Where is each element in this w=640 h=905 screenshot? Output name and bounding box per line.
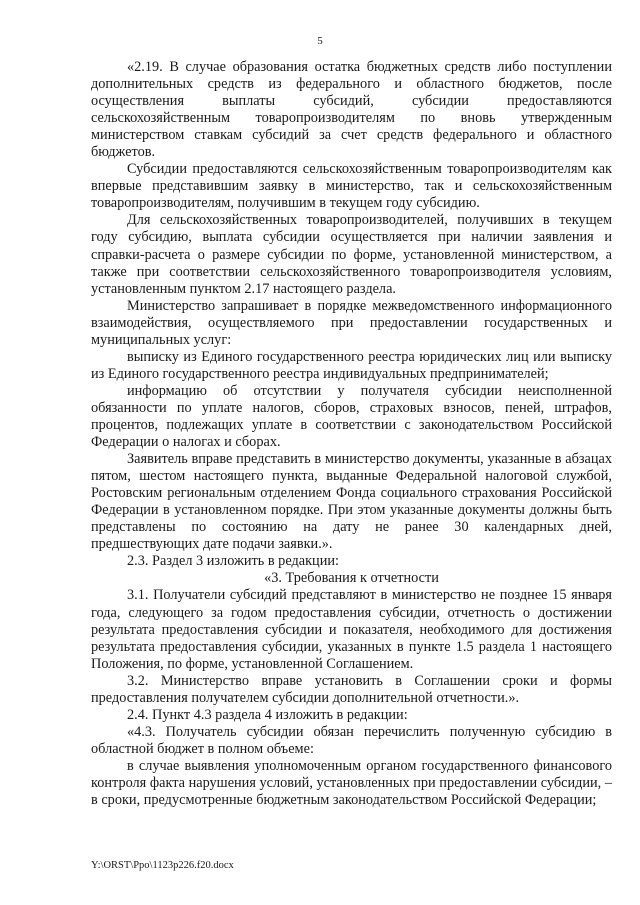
paragraph-2-3: 2.3. Раздел 3 изложить в редакции: bbox=[127, 553, 339, 570]
page-number: 5 bbox=[317, 35, 323, 47]
paragraph-ministry-requests: Министерство запрашивает в порядке межведомственного информационного взаимодействия, осуществляемого при предоставлении государственных и муниципальных услуг: bbox=[91, 297, 612, 348]
section-3-heading: «3. Требования к отчетности bbox=[264, 570, 439, 587]
paragraph-4-3: «4.3. Получатель субсидии обязан перечислить полученную субсидию в областной бюджет в полном объеме: bbox=[91, 723, 612, 757]
document-body bbox=[91, 59, 612, 809]
paragraph-2-4: 2.4. Пункт 4.3 раздела 4 изложить в редакции: bbox=[127, 706, 408, 723]
paragraph-violation-case: в случае выявления уполномоченным органом государственного финансового контроля факта нарушения условий, установленных при предоставлении субсидии, – в сроки, предусмотренные бюджетным законодательством Российской Федерации; bbox=[91, 757, 612, 809]
paragraph-applicant-rights: Заявитель вправе представить в министерство документы, указанные в абзацах пятом, шестом настоящего пункта, выданные Федеральной налоговой службой, Ростовским региональным отделением Фонда социального страхования Российской Федерации в установленном порядке. При этом указанные документы должны быть представлены по состоянию на дату не ранее 30 календарных дней, предшествующих дате подачи заявки.». bbox=[91, 451, 612, 553]
paragraph-subsidy-recipients: Субсидии предоставляются сельскохозяйственным товаропроизводителям как впервые представившим заявку в министерство, так и сельскохозяйственным товаропроизводителям, получившим в текущем году субсидию. bbox=[91, 161, 612, 212]
paragraph-current-year-recipients: Для сельскохозяйственных товаропроизводителей, получивших в текущем году субсидию, выплата субсидии осуществляется при наличии заявления и справки-расчета о размере субсидии по форме, установленной министерством, а также при соответствии сельскохозяйственного товаропроизводителя условиям, установленным пунктом 2.17 настоящего раздела. bbox=[91, 212, 612, 297]
paragraph-tax-info: информацию об отсутствии у получателя субсидии неисполненной обязанности по уплате налогов, сборов, страховых взносов, пеней, штрафов, процентов, подлежащих уплате в соответствии с законодательством Российской Федерации о налогах и сборах. bbox=[91, 382, 612, 451]
paragraph-3-2: 3.2. Министерство вправе установить в Соглашении сроки и формы предоставления получателем субсидии дополнительной отчетности.». bbox=[91, 672, 612, 706]
paragraph-3-1: 3.1. Получатели субсидий представляют в министерство не позднее 15 января года, следующего за годом предоставления субсидии, отчетность о достижении результата предоставления субсидии и показателя, необходимого для достижения результата предоставления субсидии, указанных в пункте 1.5 раздела 1 настоящего Положения, по форме, установленной Соглашением. bbox=[91, 587, 612, 672]
paragraph-2-19: «2.19. В случае образования остатка бюджетных средств либо поступлении дополнительных средств из федерального и областного бюджетов, после осуществления выплаты субсидий, субсидии предоставляются сельскохозяйственным товаропроизводителям по вновь утвержденным министерством ставкам субсидий за счет средств федерального и областного бюджетов. bbox=[91, 59, 612, 161]
paragraph-registry-extract: выписку из Единого государственного реестра юридических лиц или выписку из Единого государственного реестра индивидуальных предпринимателей; bbox=[91, 348, 612, 382]
footer-file-path: Y:\ORST\Ppo\1123p226.f20.docx bbox=[91, 860, 234, 871]
